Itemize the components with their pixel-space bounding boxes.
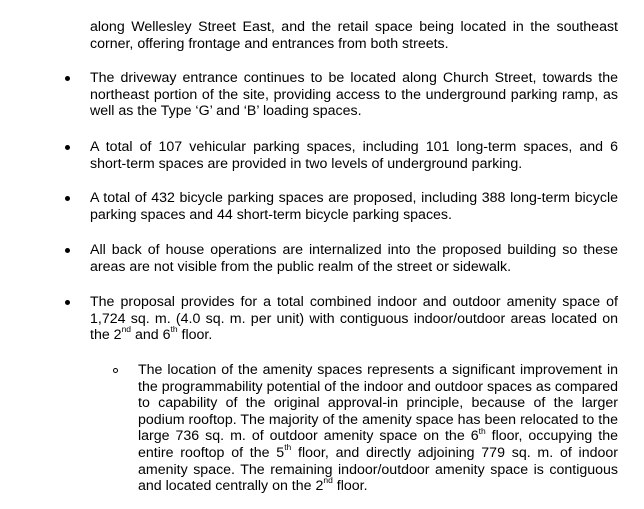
ordinal-suffix: th	[284, 442, 292, 453]
bicycle-parking-bullet-text: A total of 432 bicycle parking spaces are proposed, including 388 long-term bicycle parking spaces and 44 short-term bicycle parking spaces.	[90, 190, 618, 223]
ordinal-suffix: nd	[121, 324, 132, 335]
amenity-location-sub-bullet-text	[138, 362, 618, 495]
ordinal-suffix: th	[478, 425, 486, 436]
sub-bullet-text-part: floor, and directly adjoining 779 sq. m. of indoor amenity space. The remaining indoor/outdoor amenity space is contiguous and located centrally on the 2	[138, 444, 618, 495]
bullet-marker	[65, 139, 75, 155]
bullet-marker	[65, 190, 75, 206]
sub-bullet-marker	[113, 362, 123, 378]
sub-bullet-text-part: floor.	[332, 478, 368, 495]
continuation-paragraph: along Wellesley Street East, and the retail space being located in the southeast corner, offering frontage and entrances from both streets.	[90, 19, 618, 52]
ordinal-suffix: nd	[323, 475, 333, 486]
ordinal-suffix: th	[170, 324, 178, 335]
vehicular-parking-bullet-text: A total of 107 vehicular parking spaces, including 101 long-term spaces, and 6 short-term spaces are provided in two levels of underground parking.	[90, 139, 618, 172]
back-of-house-bullet-text: All back of house operations are internalized into the proposed building so these areas are not visible from the public realm of the street or sidewalk.	[90, 242, 618, 275]
bullet-marker	[65, 242, 75, 258]
bullet-marker	[65, 294, 75, 310]
amenity-text-part: The proposal provides for a total combined indoor and outdoor amenity space of 1,724 sq. m. (4.0 sq. m. per unit) with contiguous indoor/outdoor areas located on the 2	[90, 294, 618, 344]
sub-bullet-text-part: The location of the amenity spaces represents a significant improvement in the programmability potential of the indoor and outdoor spaces as compared to capability of the original approval-in principle, because of the larger podium rooftop. The majority of the amenity space has been relocated to the large 736 sq. m. of outdoor amenity space on the 6	[138, 362, 618, 445]
sub-bullet-text-part: floor, occupying the entire rooftop of the 5	[138, 428, 618, 461]
amenity-text-part: and 6	[131, 327, 171, 344]
amenity-text-part: floor.	[177, 327, 213, 344]
bullet-marker	[65, 70, 75, 86]
driveway-bullet-text: The driveway entrance continues to be located along Church Street, towards the northeast portion of the site, providing access to the underground parking ramp, as well as the Type ‘G’ and ‘B’ loading spaces.	[90, 70, 618, 120]
amenity-bullet-text	[90, 294, 618, 344]
